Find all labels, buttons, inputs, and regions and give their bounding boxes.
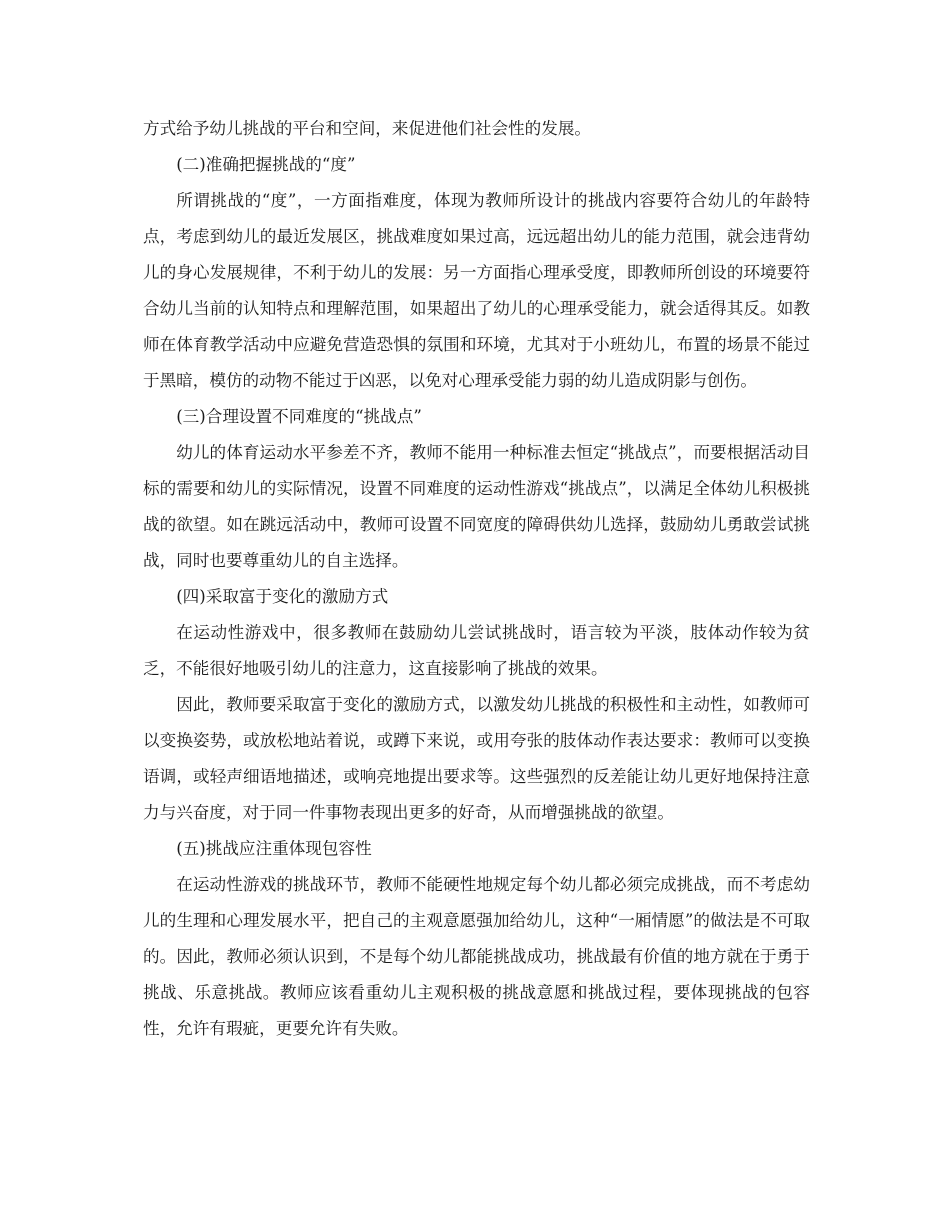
paragraph-degree: 所谓挑战的“度”，一方面指难度，体现为教师所设计的挑战内容要符合幼儿的年龄特点，考虑到幼儿的最近发展区，挑战难度如果过高，远远超出幼儿的能力范围，就会违背幼儿的身心发展规律，不利于幼儿的发展：另一方面指心理承受度，即教师所创设的环境要符合幼儿当前的认知特点和理解范围，如果超出了幼儿的心理承受能力，就会适得其反。如教师在体育教学活动中应避免营造恐惧的氛围和环境，尤其对于小班幼儿，布置的场景不能过于黑暗，模仿的动物不能过于凶恶，以免对心理承受能力弱的幼儿造成阴影与创伤。 (143, 191, 810, 390)
section-heading-4: (四)采取富于变化的激励方式 (176, 587, 389, 606)
document-body (143, 111, 810, 1047)
section-heading-3: (三)合理设置不同难度的“挑战点” (176, 407, 422, 426)
paragraph-encouragement-1: 在运动性游戏中，很多教师在鼓励幼儿尝试挑战时，语言较为平淡，肢体动作较为贫乏，不能很好地吸引幼儿的注意力，这直接影响了挑战的效果。 (143, 623, 810, 678)
paragraph-challenge-points: 幼儿的体育运动水平参差不齐，教师不能用一种标准去恒定“挑战点”，而要根据活动目标的需要和幼儿的实际情况，设置不同难度的运动性游戏“挑战点”，以满足全体幼儿积极挑战的欲望。如在跳远活动中，教师可设置不同宽度的障碍供幼儿选择，鼓励幼儿勇敢尝试挑战，同时也要尊重幼儿的自主选择。 (143, 443, 810, 570)
section-heading-5: (五)挑战应注重体现包容性 (176, 839, 372, 858)
paragraph-continuation: 方式给予幼儿挑战的平台和空间，来促进他们社会性的发展。 (143, 119, 592, 138)
paragraph-inclusiveness: 在运动性游戏的挑战环节，教师不能硬性地规定每个幼儿都必须完成挑战，而不考虑幼儿的生理和心理发展水平，把自己的主观意愿强加给幼儿，这种“一厢情愿”的做法是不可取的。因此，教师必须认识到，不是每个幼儿都能挑战成功，挑战最有价值的地方就在于勇于挑战、乐意挑战。教师应该看重幼儿主观积极的挑战意愿和挑战过程，要体现挑战的包容性，允许有瑕疵，更要允许有失败。 (143, 875, 810, 1038)
section-heading-2: (二)准确把握挑战的“度” (176, 155, 356, 174)
paragraph-encouragement-2: 因此，教师要采取富于变化的激励方式，以激发幼儿挑战的积极性和主动性，如教师可以变换姿势，或放松地站着说，或蹲下来说，或用夸张的肢体动作表达要求：教师可以变换语调，或轻声细语地描述，或响亮地提出要求等。这些强烈的反差能让幼儿更好地保持注意力与兴奋度，对于同一件事物表现出更多的好奇，从而增强挑战的欲望。 (143, 695, 810, 822)
